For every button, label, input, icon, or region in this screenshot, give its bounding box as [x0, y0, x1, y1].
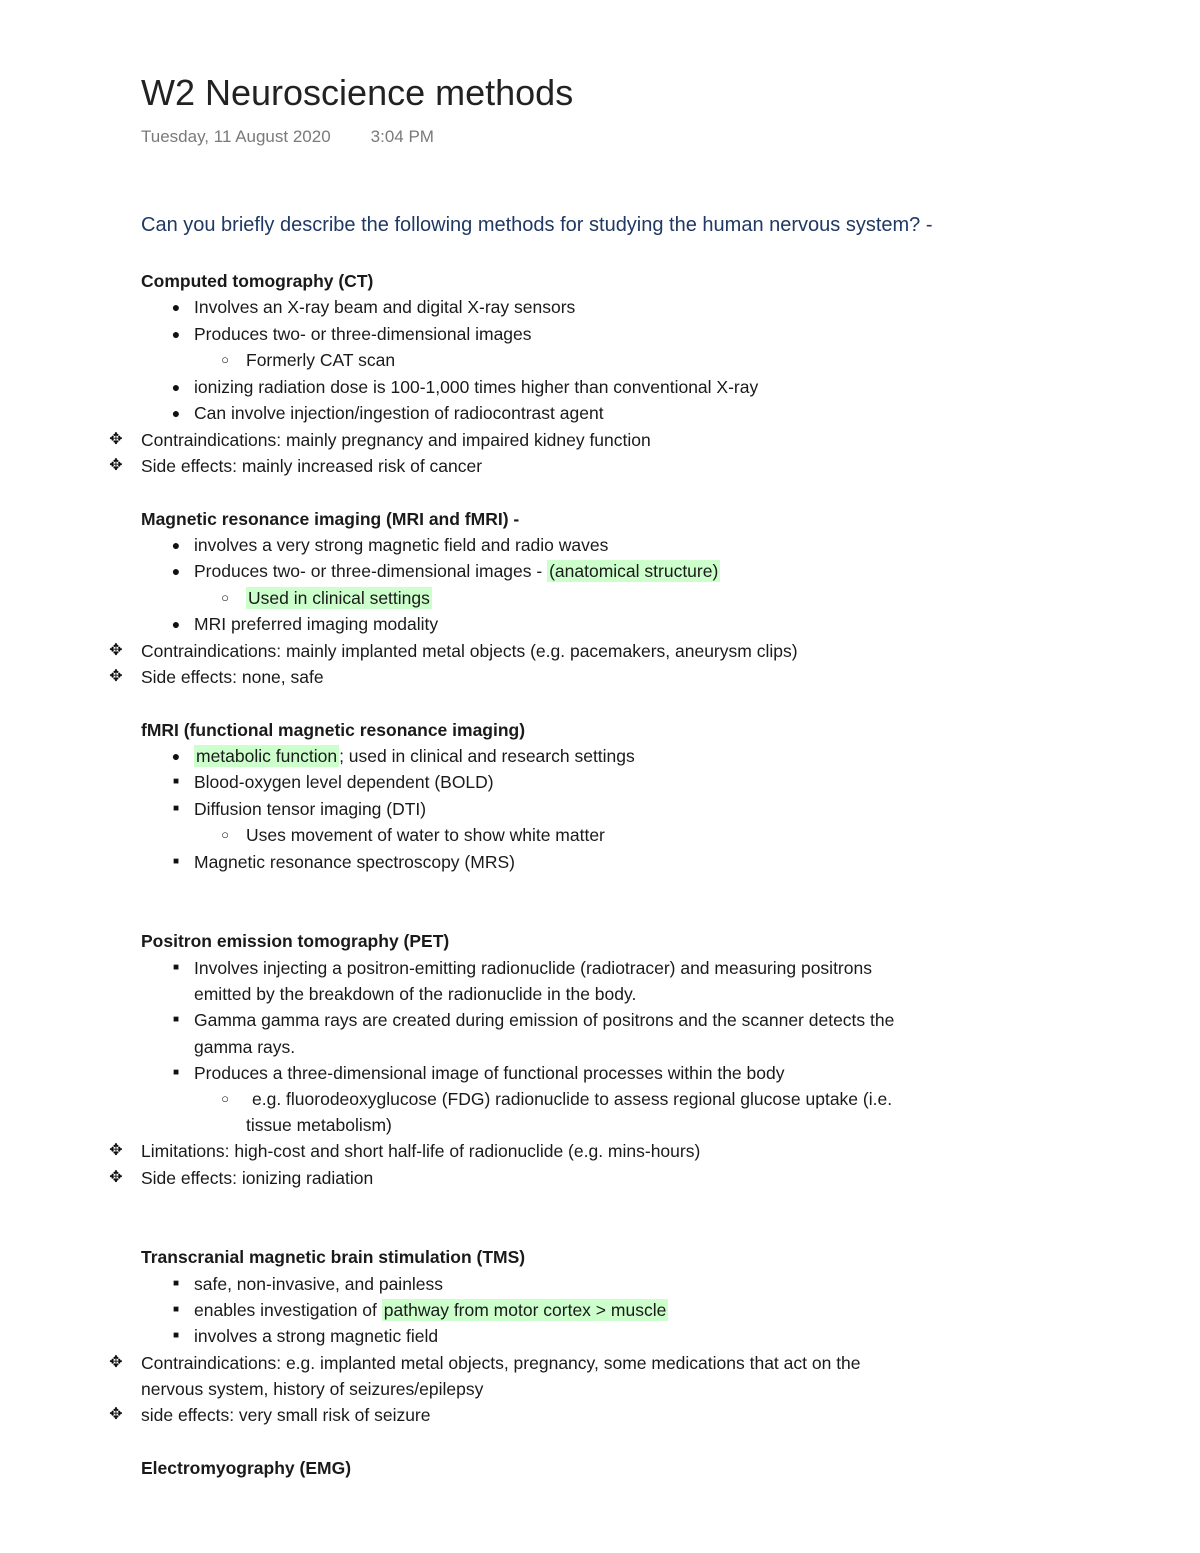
bullet-dot: ● — [171, 537, 181, 553]
fmri-item: Blood-oxygen level dependent (BOLD) — [194, 772, 494, 792]
highlighted-text: Used in clinical settings — [248, 588, 430, 608]
bullet-dot: ● — [171, 748, 181, 764]
pet-heading: Positron emission tomography (PET) — [141, 931, 450, 951]
tms-contraindications: Contraindications: e.g. implanted metal objects, pregnancy, some medications that act on the — [141, 1353, 861, 1373]
question-heading: Can you briefly describe the following methods for studying the human nervous system? - — [141, 214, 933, 236]
tms-item: involves a strong magnetic field — [194, 1326, 439, 1346]
ct-item: ionizing radiation dose is 100-1,000 times higher than conventional X-ray — [194, 377, 759, 397]
diamond-bullet-icon: ✥ — [109, 431, 123, 448]
bullet-dot: ● — [171, 616, 181, 632]
mri-item-text: Produces two- or three-dimensional images - — [194, 561, 548, 581]
bullet-circle: ○ — [221, 827, 229, 842]
mri-item: involves a very strong magnetic field and radio waves — [194, 535, 609, 555]
bullet-dot: ● — [171, 405, 181, 421]
pet-side-effects: Side effects: ionizing radiation — [141, 1168, 374, 1188]
pet-subitem: e.g. fluorodeoxyglucose (FDG) radionuclide to assess regional glucose uptake (i.e. — [252, 1089, 893, 1109]
bullet-circle: ○ — [221, 1091, 229, 1106]
bullet-square: ■ — [172, 1278, 180, 1289]
ct-subitem: Formerly CAT scan — [246, 350, 396, 370]
ct-item: Can involve injection/ingestion of radiocontrast agent — [194, 403, 604, 423]
mri-item: MRI preferred imaging modality — [194, 614, 439, 634]
tms-side-effects: side effects: very small risk of seizure — [141, 1405, 431, 1425]
page-date: Tuesday, 11 August 2020 — [141, 127, 331, 146]
fmri-item-text: ; used in clinical and research settings — [339, 746, 635, 766]
fmri-item: Magnetic resonance spectroscopy (MRS) — [194, 852, 515, 872]
bullet-square: ■ — [172, 1330, 180, 1341]
bullet-circle: ○ — [221, 352, 229, 367]
mri-heading: Magnetic resonance imaging (MRI and fMRI) - — [141, 509, 520, 529]
bullet-square: ■ — [172, 856, 180, 867]
tms-item: safe, non-invasive, and painless — [194, 1274, 444, 1294]
bullet-square: ■ — [172, 1067, 180, 1078]
pet-limitations: Limitations: high-cost and short half-life of radionuclide (e.g. mins-hours) — [141, 1141, 701, 1161]
diamond-bullet-icon: ✥ — [109, 1169, 123, 1186]
ct-item: Involves an X-ray beam and digital X-ray sensors — [194, 297, 576, 317]
diamond-bullet-icon: ✥ — [109, 1142, 123, 1159]
bullet-dot: ● — [171, 563, 181, 579]
fmri-subitem: Uses movement of water to show white matter — [246, 825, 605, 845]
fmri-item — [194, 743, 635, 769]
tms-item-text: enables investigation of — [194, 1300, 382, 1320]
pet-item-continued: emitted by the breakdown of the radionuclide in the body. — [194, 984, 637, 1004]
diamond-bullet-icon: ✥ — [109, 668, 123, 685]
bullet-square: ■ — [172, 803, 180, 814]
highlighted-text: pathway from motor cortex > muscle — [383, 1300, 667, 1320]
page-meta — [141, 127, 434, 147]
diamond-bullet-icon: ✥ — [109, 1354, 123, 1371]
pet-item: Produces a three-dimensional image of functional processes within the body — [194, 1063, 785, 1083]
bullet-dot: ● — [171, 326, 181, 342]
bullet-circle: ○ — [221, 590, 229, 605]
pet-item: Involves injecting a positron-emitting radionuclide (radiotracer) and measuring positrons — [194, 958, 872, 978]
highlighted-text: metabolic function — [196, 746, 338, 766]
mri-side-effects: Side effects: none, safe — [141, 667, 324, 687]
highlighted-text: (anatomical structure) — [549, 561, 719, 581]
pet-item-continued: gamma rays. — [194, 1037, 296, 1057]
pet-item: Gamma gamma rays are created during emission of positrons and the scanner detects the — [194, 1010, 895, 1030]
ct-item: Produces two- or three-dimensional images — [194, 324, 532, 344]
mri-subitem — [246, 585, 432, 611]
bullet-square: ■ — [172, 962, 180, 973]
fmri-item: Diffusion tensor imaging (DTI) — [194, 799, 427, 819]
tms-item — [194, 1297, 668, 1323]
fmri-heading: fMRI (functional magnetic resonance imaging) — [141, 720, 526, 740]
emg-heading: Electromyography (EMG) — [141, 1458, 352, 1478]
diamond-bullet-icon: ✥ — [109, 457, 123, 474]
ct-heading: Computed tomography (CT) — [141, 271, 374, 291]
page-time: 3:04 PM — [370, 127, 434, 146]
mri-item — [194, 558, 720, 584]
bullet-square: ■ — [172, 1014, 180, 1025]
ct-side-effects: Side effects: mainly increased risk of cancer — [141, 456, 483, 476]
ct-contraindications: Contraindications: mainly pregnancy and impaired kidney function — [141, 430, 651, 450]
tms-contraindications-continued: nervous system, history of seizures/epilepsy — [141, 1379, 484, 1399]
pet-subitem-continued: tissue metabolism) — [246, 1115, 392, 1135]
diamond-bullet-icon: ✥ — [109, 1406, 123, 1423]
bullet-square: ■ — [172, 776, 180, 787]
diamond-bullet-icon: ✥ — [109, 642, 123, 659]
mri-contraindications: Contraindications: mainly implanted metal objects (e.g. pacemakers, aneurysm clips) — [141, 641, 798, 661]
bullet-dot: ● — [171, 299, 181, 315]
bullet-square: ■ — [172, 1304, 180, 1315]
page-title: W2 Neuroscience methods — [141, 72, 574, 113]
bullet-dot: ● — [171, 379, 181, 395]
tms-heading: Transcranial magnetic brain stimulation (TMS) — [141, 1247, 526, 1267]
